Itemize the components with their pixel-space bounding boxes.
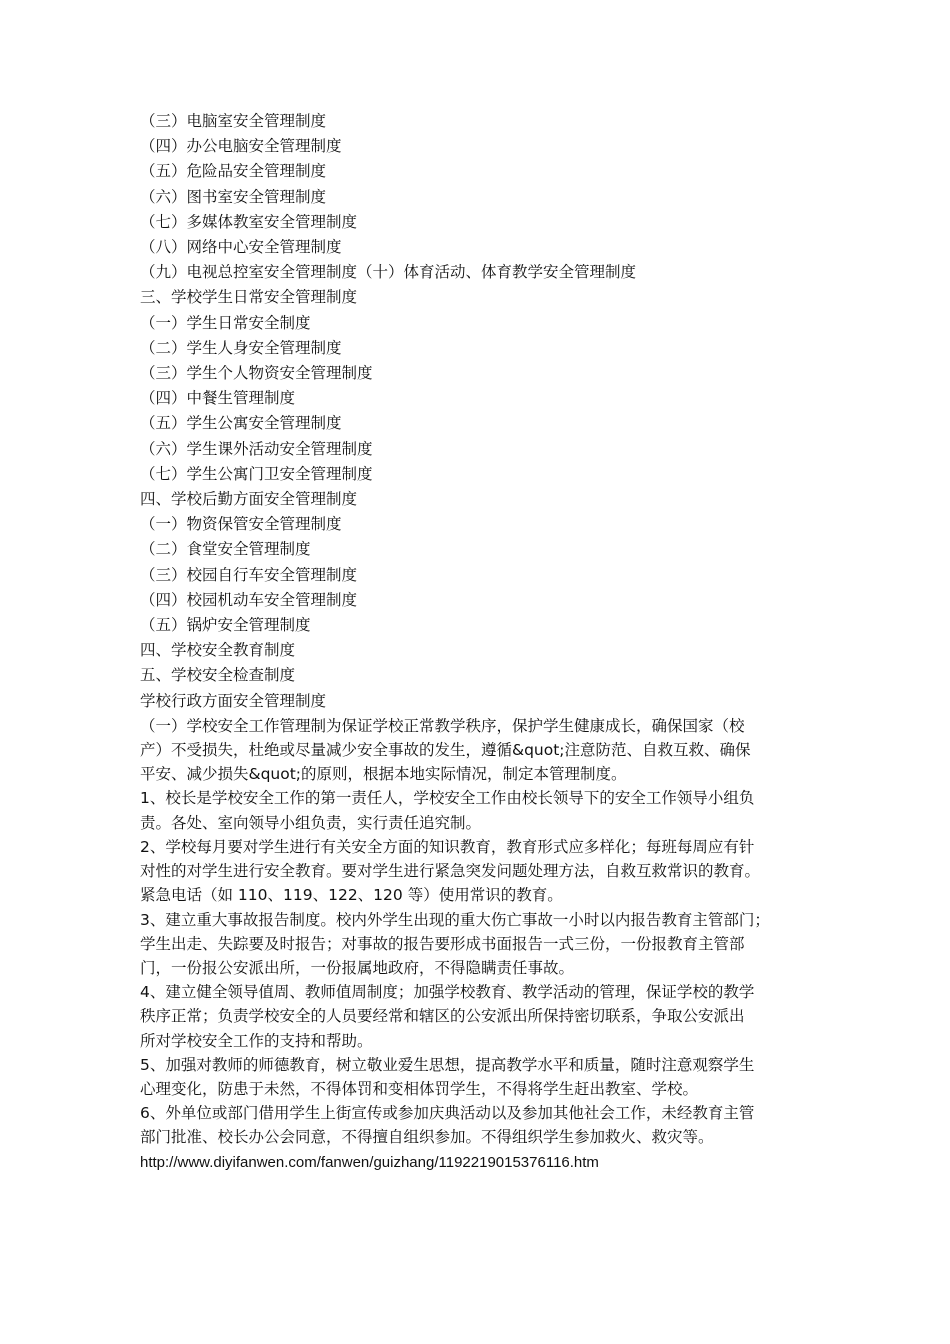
section-heading: 学校行政方面安全管理制度	[140, 691, 327, 710]
outline-item: （四）中餐生管理制度	[140, 389, 296, 408]
document-body	[140, 109, 820, 1175]
outline-list	[140, 109, 820, 714]
outline-item: （六）图书室安全管理制度	[140, 187, 327, 206]
body-paragraphs	[140, 714, 820, 1150]
outline-item: （七）学生公寓门卫安全管理制度	[140, 464, 373, 483]
outline-item: （五）危险品安全管理制度	[140, 162, 327, 181]
source-url: http://www.diyifanwen.com/fanwen/guizhang/1192219015376116.htm	[140, 1153, 599, 1171]
paragraph-rule-4: 4、建立健全领导值周、教师值周制度；加强学校教育、教学活动的管理，保证学校的教学 秩序正常；负责学校安全的人员要经常和辖区的公安派出所保持密切联系，争取公安派出 所对学校安全工作的支持和帮助。	[140, 983, 755, 1050]
section-heading: 五、学校安全检查制度	[140, 666, 296, 685]
outline-item: （二）学生人身安全管理制度	[140, 338, 342, 357]
outline-item: （一）物资保管安全管理制度	[140, 515, 342, 534]
outline-item: （五）学生公寓安全管理制度	[140, 414, 342, 433]
paragraph-rule-3: 3、建立重大事故报告制度。校内外学生出现的重大伤亡事故一小时以内报告教育主管部门； 学生出走、失踪要及时报告；对事故的报告要形成书面报告一式三份，一份报教育主管部 门，一份报公安派出所，一份报属地政府，不得隐瞒责任事故。	[140, 910, 770, 977]
paragraph-rule-1: 1、校长是学校安全工作的第一责任人，学校安全工作由校长领导下的安全工作领导小组负 责。各处、室向领导小组负责，实行责任追究制。	[140, 789, 755, 832]
outline-item: （四）办公电脑安全管理制度	[140, 137, 342, 156]
outline-item: （七）多媒体教室安全管理制度	[140, 212, 358, 231]
outline-item: （三）校园自行车安全管理制度	[140, 565, 358, 584]
outline-item: （六）学生课外活动安全管理制度	[140, 439, 373, 458]
paragraph-rule-5: 5、加强对教师的师德教育，树立敬业爱生思想，提高教学水平和质量，随时注意观察学生 心理变化，防患于未然，不得体罚和变相体罚学生，不得将学生赶出教室、学校。	[140, 1055, 755, 1098]
section-heading: 三、学校学生日常安全管理制度	[140, 288, 358, 307]
section-heading: 四、学校后勤方面安全管理制度	[140, 490, 358, 509]
outline-item: （五）锅炉安全管理制度	[140, 616, 311, 635]
outline-item: （九）电视总控室安全管理制度（十）体育活动、体育教学安全管理制度	[140, 263, 637, 282]
paragraph-rule-2: 2、学校每月要对学生进行有关安全方面的知识教育，教育形式应多样化；每班每周应有针 对性的对学生进行安全教育。要对学生进行紧急突发问题处理方法，自救互救常识的教育。 紧急电话（如 110、119、122、120 等）使用常识的教育。	[140, 837, 761, 905]
outline-item: （三）学生个人物资安全管理制度	[140, 364, 373, 383]
outline-item: （三）电脑室安全管理制度	[140, 112, 327, 130]
outline-item: （八）网络中心安全管理制度	[140, 238, 342, 257]
paragraph-intro: （一）学校安全工作管理制为保证学校正常教学秩序，保护学生健康成长，确保国家（校 产）不受损失，杜绝或尽量减少安全事故的发生，遵循&quot;注意防范、自救互救、确保 平安、减少损失&quot;的原则，根据本地实际情况，制定本管理制度。	[140, 716, 751, 784]
section-heading: 四、学校安全教育制度	[140, 641, 296, 660]
outline-item: （二）食堂安全管理制度	[140, 540, 311, 559]
outline-item: （四）校园机动车安全管理制度	[140, 590, 358, 609]
paragraph-rule-6: 6、外单位或部门借用学生上街宣传或参加庆典活动以及参加其他社会工作，未经教育主管 部门批准、校长办公会同意，不得擅自组织参加。不得组织学生参加救火、救灾等。	[140, 1104, 755, 1147]
outline-item: （一）学生日常安全制度	[140, 313, 311, 332]
